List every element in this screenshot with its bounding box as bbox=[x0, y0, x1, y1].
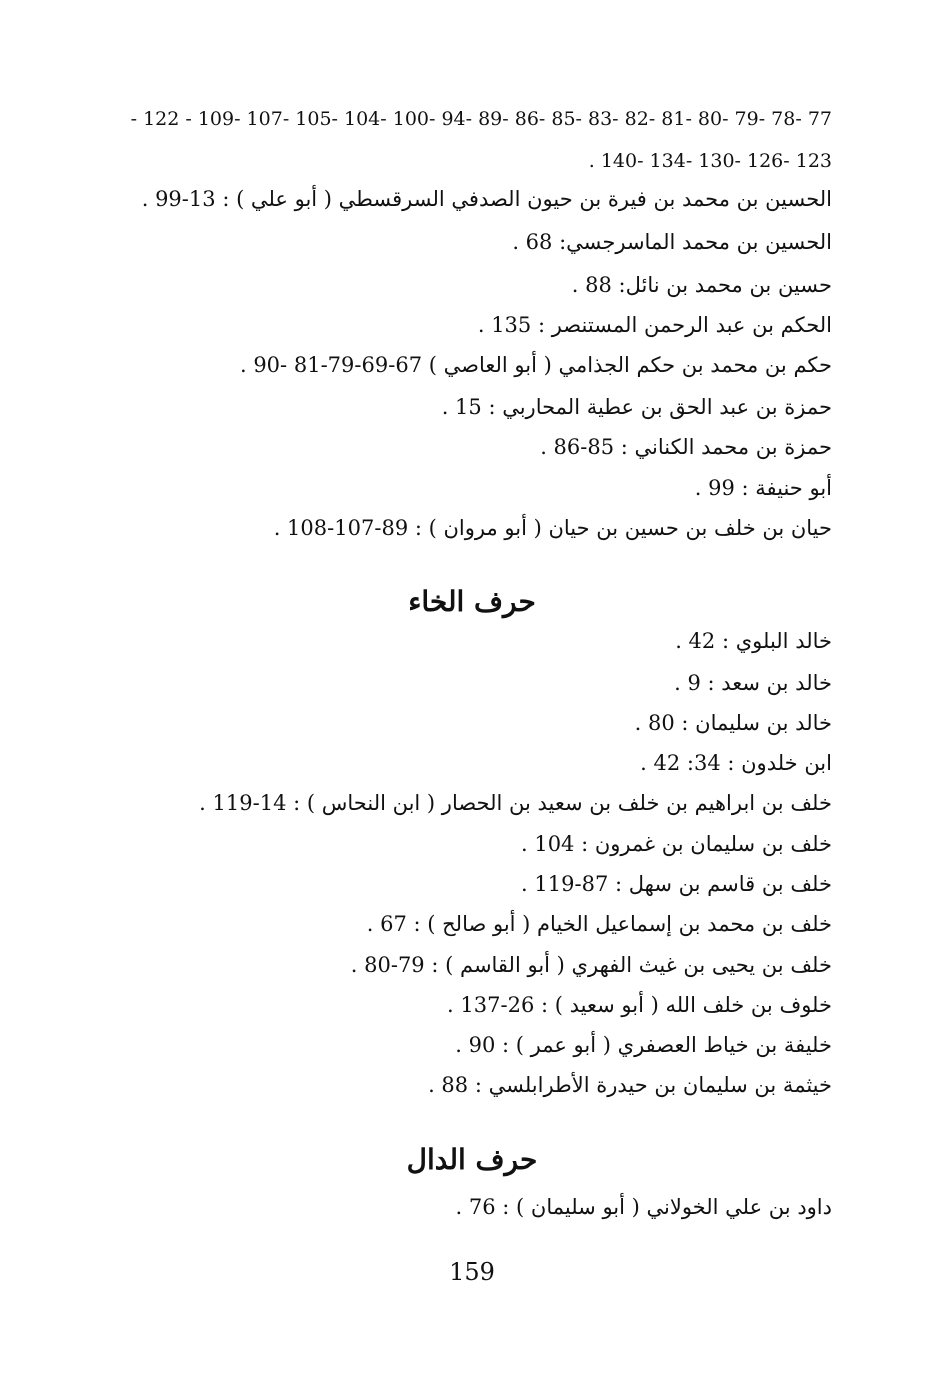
index-entry: أبو حنيفة : 99 . bbox=[694, 476, 832, 500]
continuation-line-2: . 140- 134- 130- 126- 123 bbox=[588, 150, 832, 172]
continuation-line-1: - 122 - 109- 107- 105- 104- 100- 94- 89- 86- 85- 83- 82- 81- 80- 79- 78- 77 bbox=[130, 108, 832, 130]
index-entry: الحكم بن عبد الرحمن المستنصر : 135 . bbox=[477, 313, 832, 337]
index-entry: خلف بن محمد بن إسماعيل الخيام ( أبو صالح ) : 67 . bbox=[366, 912, 832, 936]
index-entry: خيثمة بن سليمان بن حيدرة الأطرابلسي : 88 . bbox=[428, 1073, 832, 1097]
index-entry: خالد بن سعد : 9 . bbox=[674, 671, 832, 695]
index-entry: خلوف بن خلف الله ( أبو سعيد ) : 26-137 . bbox=[447, 993, 832, 1017]
index-entry: خلف بن يحيى بن غيث الفهري ( أبو القاسم ) : 79-80 . bbox=[350, 953, 832, 977]
index-entry: حيان بن خلف بن حسين بن حيان ( أبو مروان ) : 89-107-108 . bbox=[273, 516, 832, 540]
index-entry: حكم بن محمد بن حكم الجذامي ( أبو العاصي ) 67-69-79-81 -90 . bbox=[239, 353, 832, 377]
index-entry: الحسين بن محمد بن فيرة بن حيون الصدفي السرقسطي ( أبو علي ) : 13-99 . bbox=[141, 187, 832, 211]
page-number: 159 bbox=[449, 1258, 495, 1286]
section-heading-kha: حرف الخاء bbox=[408, 585, 536, 618]
section-heading-dal: حرف الدال bbox=[406, 1143, 538, 1176]
index-entry: ابن خلدون : 34: 42 . bbox=[640, 751, 832, 775]
index-entry: خلف بن سليمان بن غمرون : 104 . bbox=[520, 832, 832, 856]
index-entry: داود بن علي الخولاني ( أبو سليمان ) : 76 . bbox=[455, 1195, 832, 1219]
index-entry: حسين بن محمد بن نائل: 88 . bbox=[571, 273, 832, 297]
index-entry: خالد البلوي : 42 . bbox=[675, 629, 832, 653]
index-entry: خليفة بن خياط العصفري ( أبو عمر ) : 90 . bbox=[455, 1033, 832, 1057]
index-entry: الحسين بن محمد الماسرجسي: 68 . bbox=[512, 230, 832, 254]
index-entry: خالد بن سليمان : 80 . bbox=[634, 711, 832, 735]
index-entry: خلف بن قاسم بن سهل : 87-119 . bbox=[521, 872, 832, 896]
index-entry: حمزة بن عبد الحق بن عطية المحاربي : 15 . bbox=[441, 395, 832, 419]
index-entry: حمزة بن محمد الكناني : 85-86 . bbox=[540, 435, 832, 459]
index-entry: خلف بن ابراهيم بن خلف بن سعيد بن الحصار ( ابن النحاس ) : 14-119 . bbox=[199, 791, 832, 815]
